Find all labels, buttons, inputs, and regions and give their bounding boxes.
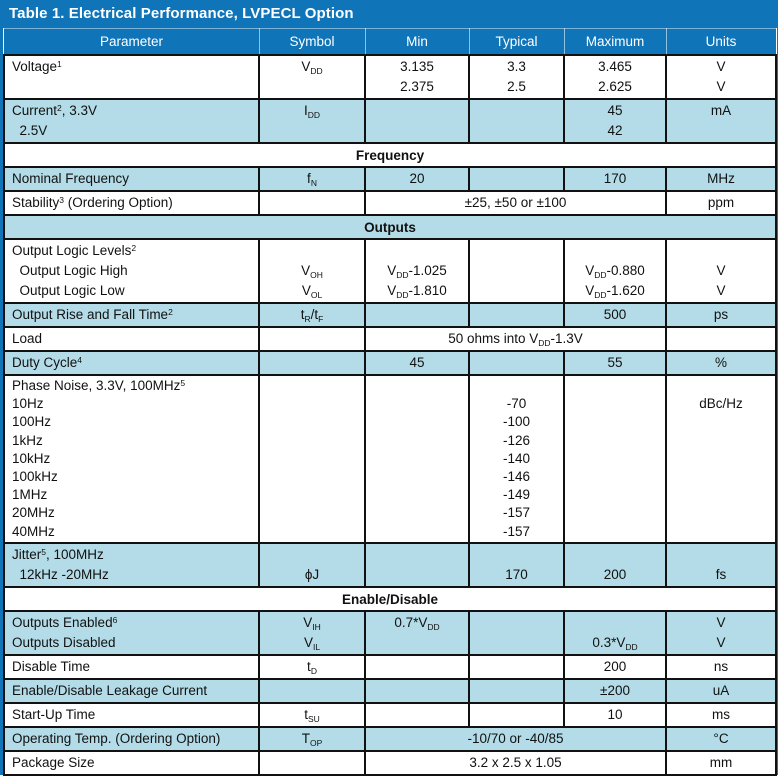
parameter-cell [4, 239, 259, 303]
cell-line: 3.2 x 2.5 x 1.05 [469, 754, 562, 770]
column-header-maximum: Maximum [564, 28, 666, 55]
cell-line: Package Size [12, 754, 95, 770]
min-cell [365, 703, 469, 727]
cell-line: -157 [502, 523, 531, 539]
cell-line: Stability$^3$ (Ordering Option) [12, 194, 173, 210]
cell-line: -100 [502, 414, 531, 430]
table-row [4, 703, 776, 727]
maximum-cell [564, 55, 666, 99]
cell-line: Nominal Frequency [12, 171, 130, 186]
cell-line: $0.7*V_{DD}$ [394, 614, 440, 632]
cell-line: Duty Cycle$^4$ [12, 354, 82, 370]
typical-cell [469, 543, 564, 587]
cell-line [474, 377, 559, 395]
cell-line: -157 [502, 505, 531, 521]
cell-line: Current$^2$, 3.3V [12, 102, 98, 118]
symbol-cell [259, 543, 365, 587]
cell-line [671, 545, 771, 565]
cell-line: 2.5 [507, 79, 526, 94]
cell-line: V [716, 283, 726, 298]
symbol-cell [259, 303, 365, 327]
table-row [4, 191, 776, 215]
cell-line: ms [712, 706, 730, 722]
cell-line: fs [715, 566, 727, 582]
maximum-cell [564, 611, 666, 655]
units-cell [666, 239, 776, 303]
spec-table-body [4, 55, 776, 775]
cell-line: $t_D$ [307, 658, 317, 676]
cell-line: 3.465 [598, 59, 632, 74]
column-header-min: Min [365, 28, 469, 55]
parameter-cell [4, 703, 259, 727]
units-cell [666, 167, 776, 191]
parameter-cell [4, 351, 259, 375]
table-row [4, 303, 776, 327]
table-title: Table 1. Electrical Performance, LVPECL Option [3, 0, 775, 28]
cell-line: $t_{SU}$ [304, 706, 320, 724]
column-header-parameter: Parameter [4, 28, 259, 55]
cell-line: -70 [506, 396, 527, 412]
maximum-cell [564, 543, 666, 587]
cell-line: 3.3 [507, 59, 526, 74]
typical-cell [469, 167, 564, 191]
table-row [4, 727, 776, 751]
section-header: Outputs [4, 215, 776, 239]
table-row [4, 655, 776, 679]
cell-line: $f_N$ [307, 171, 317, 188]
symbol-cell [259, 167, 365, 191]
cell-line: -146 [502, 469, 531, 484]
parameter-cell [4, 55, 259, 99]
parameter-cell [4, 327, 259, 351]
maximum-cell [564, 375, 666, 543]
cell-line [474, 545, 559, 565]
table-row [4, 611, 776, 655]
merged-value-cell [365, 751, 666, 775]
typical-cell [469, 611, 564, 655]
typical-cell [469, 655, 564, 679]
min-cell [365, 351, 469, 375]
table-row [4, 351, 776, 375]
symbol-cell [259, 679, 365, 703]
cell-line: 10kHz [12, 450, 51, 466]
symbol-cell [259, 191, 365, 215]
cell-line: V [716, 79, 726, 94]
cell-line: 50 ohms into $V_{DD}-1.3V$ [448, 331, 583, 348]
cell-line: 200 [603, 566, 627, 582]
min-cell [365, 611, 469, 655]
column-header-row [4, 28, 776, 55]
units-cell [666, 375, 776, 543]
symbol-cell [259, 727, 365, 751]
cell-line: % [714, 355, 727, 370]
cell-line: $V_{IH}$ [303, 614, 321, 632]
cell-line: ϕJ [304, 566, 320, 582]
typical-cell [469, 375, 564, 543]
cell-line: 100kHz [12, 469, 58, 485]
symbol-cell [259, 351, 365, 375]
cell-line: 55 [607, 355, 623, 370]
cell-line [569, 545, 661, 565]
cell-line: $T_{OP}$ [301, 730, 323, 748]
table-row [4, 239, 776, 303]
cell-line: dBc/Hz [699, 396, 743, 412]
cell-line: $I_{DD}$ [303, 103, 321, 120]
units-cell [666, 703, 776, 727]
cell-line: Output Logic Low [12, 283, 125, 298]
cell-line: $V_{DD}-1.620$ [585, 283, 645, 300]
cell-line [569, 241, 661, 261]
cell-line: 3.135 [400, 59, 434, 74]
column-header-typical: Typical [469, 28, 564, 55]
cell-line: 170 [603, 171, 627, 186]
units-cell [666, 99, 776, 143]
maximum-cell [564, 679, 666, 703]
section-row [4, 587, 776, 611]
units-cell [666, 751, 776, 775]
table-row [4, 751, 776, 775]
cell-line: Operating Temp. (Ordering Option) [12, 730, 221, 746]
symbol-cell [259, 703, 365, 727]
cell-line: $t_R/t_F$ [300, 307, 324, 324]
cell-line: mm [709, 754, 733, 770]
cell-line: Voltage$^1$ [12, 58, 62, 74]
section-row [4, 143, 776, 167]
column-header-units: Units [666, 28, 776, 55]
cell-line: 10 [607, 706, 623, 722]
cell-line: 200 [603, 658, 627, 674]
cell-line: 45 [607, 103, 623, 118]
cell-line: -140 [502, 450, 531, 466]
parameter-cell [4, 727, 259, 751]
table-row [4, 543, 776, 587]
symbol-cell [259, 55, 365, 99]
cell-line: -149 [502, 487, 531, 503]
cell-line: 1MHz [12, 487, 48, 503]
cell-line: V [716, 634, 726, 650]
cell-line [370, 241, 464, 261]
units-cell [666, 327, 776, 351]
min-cell [365, 99, 469, 143]
symbol-cell [259, 239, 365, 303]
typical-cell [469, 55, 564, 99]
parameter-cell [4, 679, 259, 703]
table-row [4, 375, 776, 543]
cell-line: $V_{DD}-1.810$ [387, 283, 447, 300]
cell-line: 12kHz -20MHz [12, 566, 109, 582]
spec-table [3, 28, 777, 776]
table-row [4, 327, 776, 351]
cell-line: Disable Time [12, 658, 91, 674]
units-cell [666, 611, 776, 655]
parameter-cell [4, 375, 259, 543]
cell-line: $V_{IL}$ [303, 634, 321, 652]
cell-line: MHz [707, 171, 735, 186]
cell-line [264, 545, 360, 565]
cell-line: $V_{DD}-1.025$ [387, 263, 447, 280]
cell-line [671, 377, 771, 395]
parameter-cell [4, 751, 259, 775]
maximum-cell [564, 99, 666, 143]
min-cell [365, 239, 469, 303]
maximum-cell [564, 351, 666, 375]
maximum-cell [564, 655, 666, 679]
cell-line: 20MHz [12, 505, 55, 521]
cell-line: 40MHz [12, 523, 55, 539]
cell-line: 500 [603, 307, 627, 322]
section-row [4, 215, 776, 239]
merged-value-cell [365, 727, 666, 751]
units-cell [666, 655, 776, 679]
cell-line: $V_{DD}$ [301, 59, 323, 76]
cell-line: Load [12, 331, 43, 346]
cell-line: ±25, ±50 or ±100 [464, 195, 567, 210]
units-cell [666, 351, 776, 375]
cell-line: Output Rise and Fall Time$^2$ [12, 306, 173, 322]
cell-line: 42 [607, 123, 623, 138]
parameter-cell [4, 611, 259, 655]
section-header: Frequency [4, 143, 776, 167]
cell-line: ±200 [600, 682, 630, 698]
parameter-cell [4, 167, 259, 191]
table-row [4, 167, 776, 191]
typical-cell [469, 679, 564, 703]
cell-line: $V_{DD}-0.880$ [585, 263, 645, 280]
cell-line: ps [713, 307, 729, 322]
column-header-symbol: Symbol [259, 28, 365, 55]
table-row [4, 679, 776, 703]
min-cell [365, 167, 469, 191]
symbol-cell [259, 655, 365, 679]
cell-line [569, 613, 661, 633]
min-cell [365, 375, 469, 543]
maximum-cell [564, 703, 666, 727]
parameter-cell [4, 303, 259, 327]
cell-line: 1kHz [12, 432, 43, 448]
cell-line: 2.5V [12, 123, 48, 138]
cell-line: -10/70 or -40/85 [467, 730, 564, 746]
cell-line: 170 [505, 566, 528, 582]
cell-line: Output Logic Levels$^2$ [12, 242, 137, 258]
cell-line: Output Logic High [12, 263, 128, 278]
table-wrap [3, 28, 775, 776]
cell-line [671, 241, 771, 261]
symbol-cell [259, 375, 365, 543]
min-cell [365, 543, 469, 587]
parameter-cell [4, 543, 259, 587]
symbol-cell [259, 327, 365, 351]
cell-line: 100Hz [12, 414, 52, 430]
units-cell [666, 55, 776, 99]
cell-line: uA [712, 682, 730, 698]
typical-cell [469, 351, 564, 375]
cell-line: $V_{OL}$ [301, 283, 323, 300]
cell-line: 2.625 [598, 79, 632, 94]
typical-cell [469, 703, 564, 727]
cell-line: -126 [502, 432, 531, 448]
merged-value-cell [365, 327, 666, 351]
cell-line: V [716, 614, 726, 630]
cell-line: Outputs Disabled [12, 634, 116, 650]
units-cell [666, 727, 776, 751]
table-row [4, 99, 776, 143]
cell-line: Enable/Disable Leakage Current [12, 682, 208, 698]
units-cell [666, 191, 776, 215]
typical-cell [469, 303, 564, 327]
cell-line: Jitter$^5$, 100MHz [12, 546, 104, 562]
table-row [4, 55, 776, 99]
units-cell [666, 543, 776, 587]
cell-line: Outputs Enabled$^6$ [12, 614, 118, 630]
min-cell [365, 55, 469, 99]
cell-line: mA [710, 103, 732, 118]
cell-line: ns [713, 658, 729, 674]
maximum-cell [564, 167, 666, 191]
merged-value-cell [365, 191, 666, 215]
cell-line [264, 241, 360, 261]
min-cell [365, 303, 469, 327]
parameter-cell [4, 99, 259, 143]
cell-line: $V_{OH}$ [301, 263, 323, 280]
units-cell [666, 679, 776, 703]
cell-line: 2.375 [400, 79, 434, 94]
parameter-cell [4, 191, 259, 215]
cell-line: 10Hz [12, 396, 44, 412]
symbol-cell [259, 751, 365, 775]
symbol-cell [259, 611, 365, 655]
cell-line: °C [713, 730, 729, 746]
cell-line: $0.3*V_{DD}$ [592, 634, 638, 652]
cell-line: V [716, 263, 726, 278]
min-cell [365, 679, 469, 703]
cell-line: ppm [707, 195, 735, 210]
cell-line: 20 [409, 171, 425, 186]
cell-line: V [716, 59, 726, 74]
typical-cell [469, 239, 564, 303]
cell-line: Start-Up Time [12, 706, 96, 722]
typical-cell [469, 99, 564, 143]
section-header: Enable/Disable [4, 587, 776, 611]
maximum-cell [564, 303, 666, 327]
maximum-cell [564, 239, 666, 303]
min-cell [365, 655, 469, 679]
cell-line: 45 [409, 355, 425, 370]
units-cell [666, 303, 776, 327]
cell-line: Phase Noise, 3.3V, 100MHz$^5$ [12, 377, 186, 393]
parameter-cell [4, 655, 259, 679]
symbol-cell [259, 99, 365, 143]
